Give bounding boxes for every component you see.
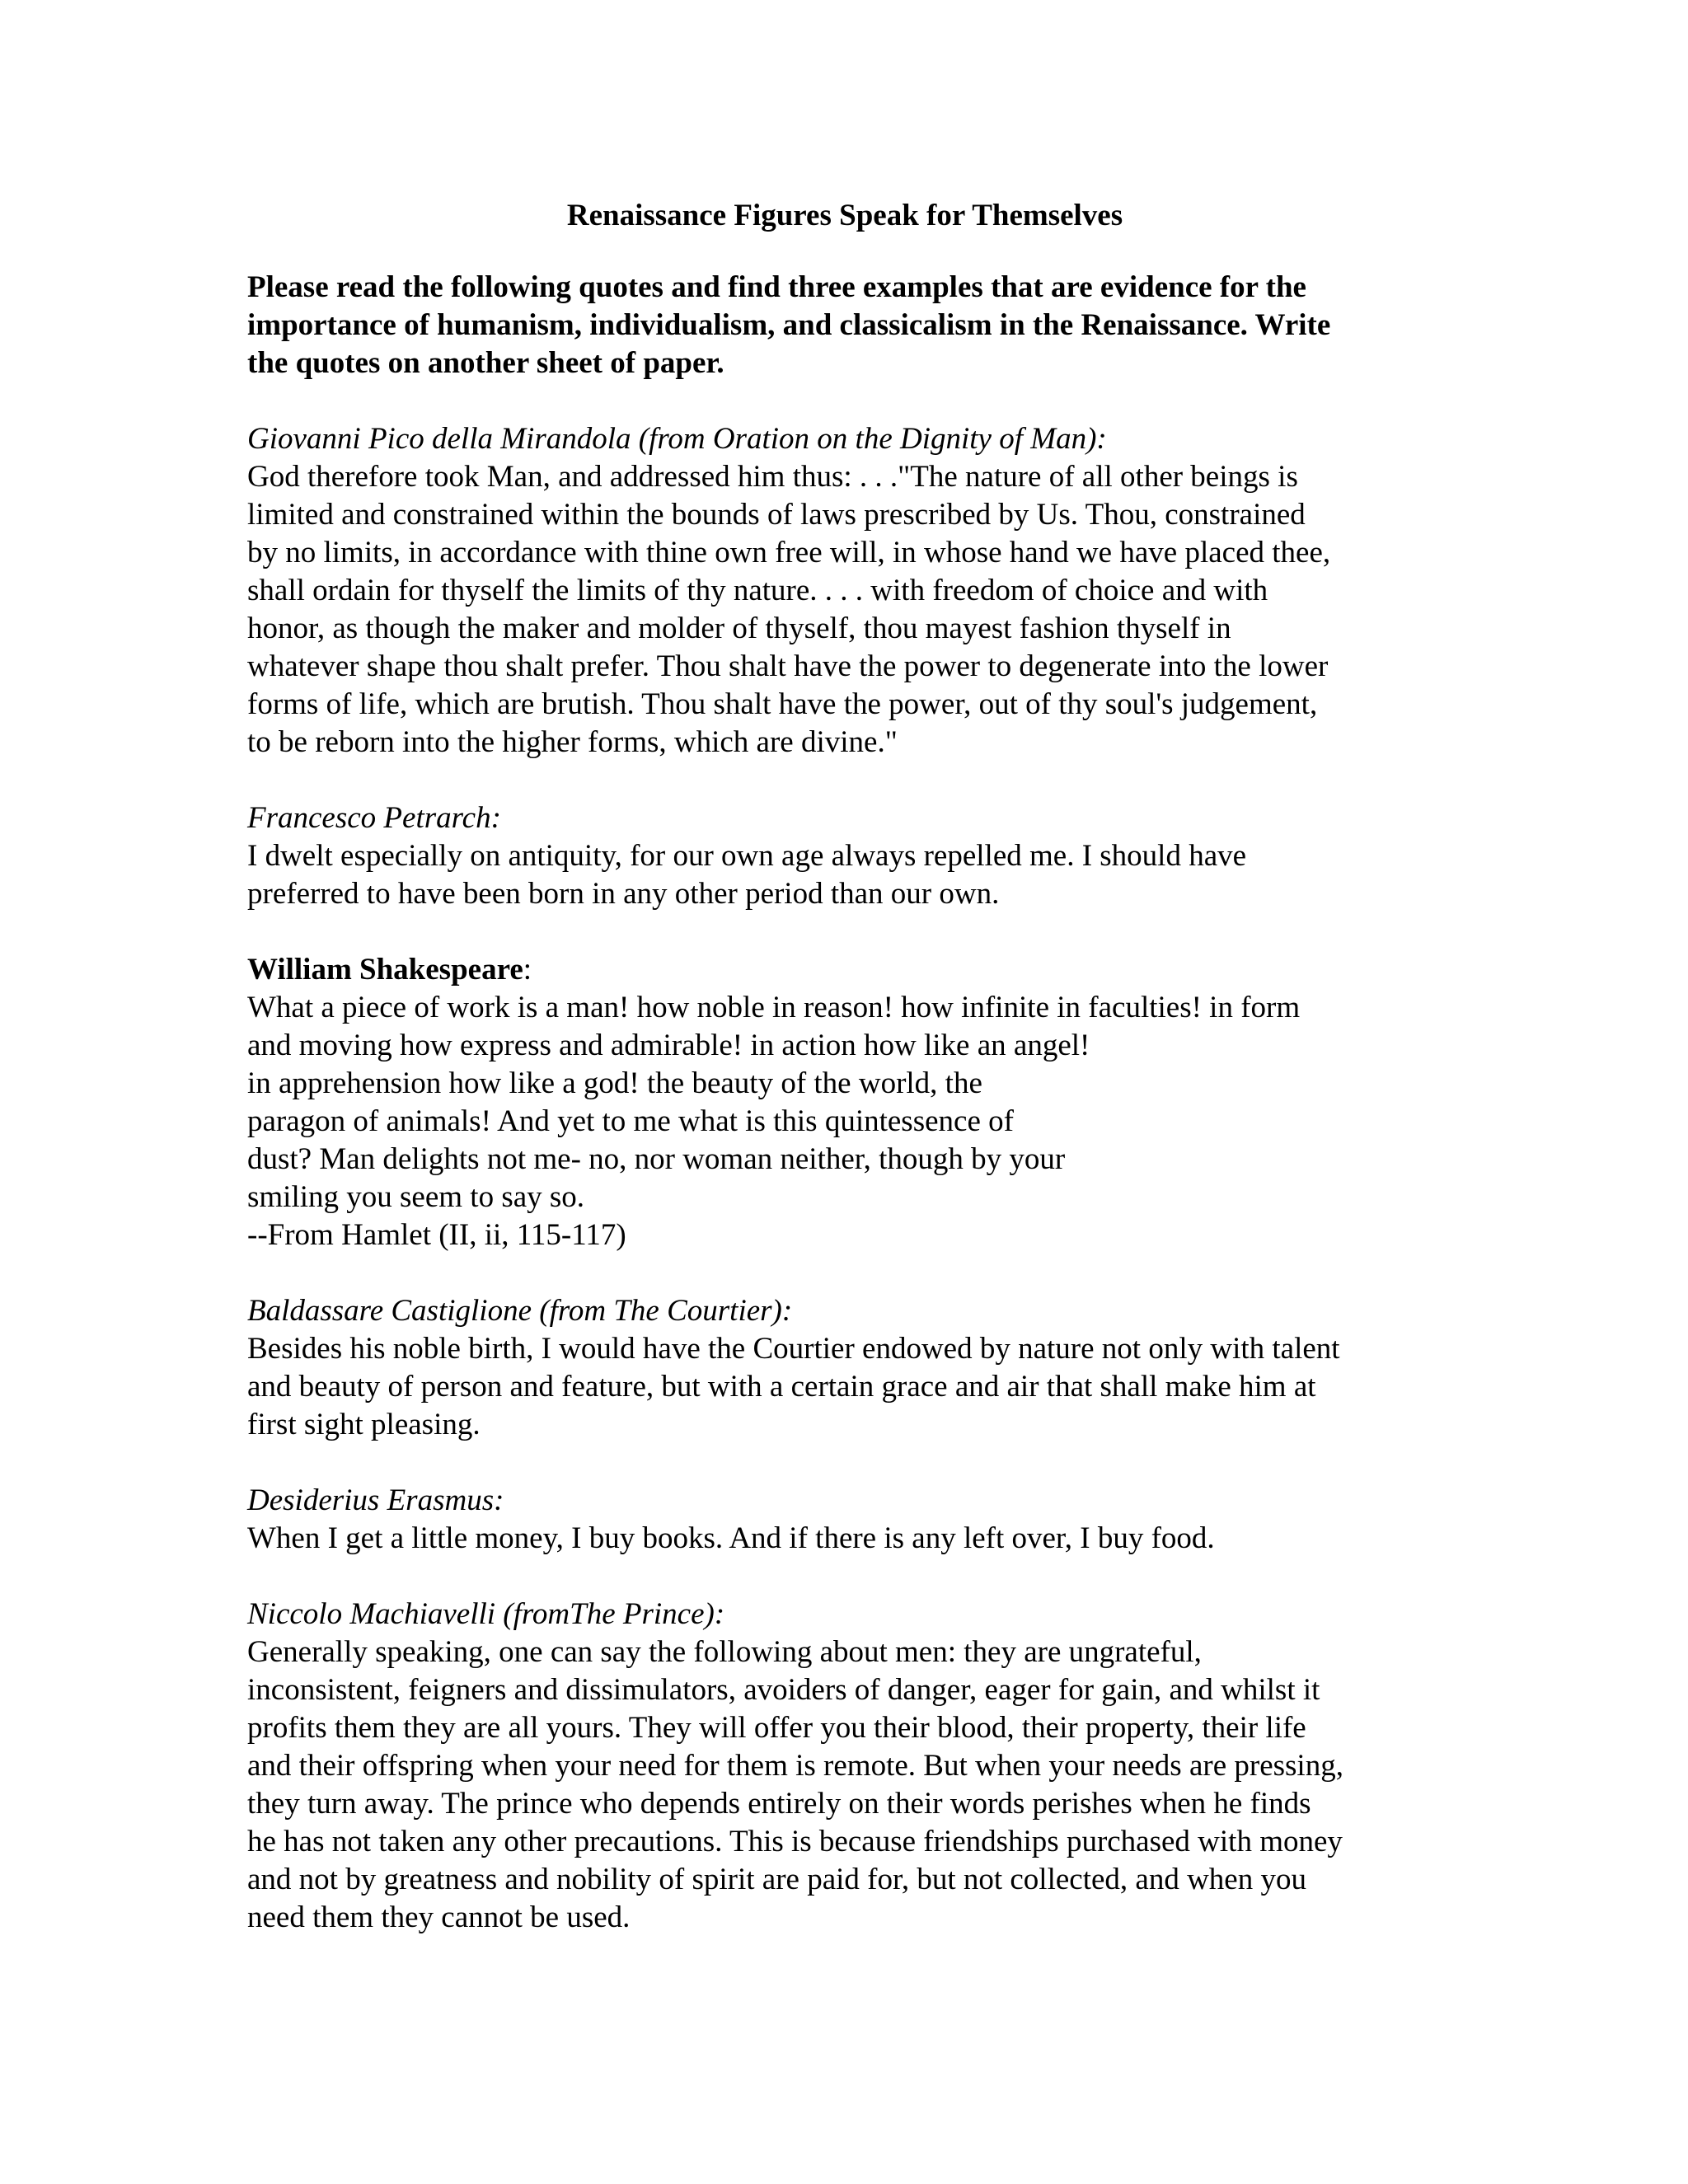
quote-line: dust? Man delights not me- no, nor woman neither, though by your [247, 1142, 1066, 1176]
quote-author: Giovanni Pico della Mirandola (from Oration on the Dignity of Man): [247, 422, 1107, 456]
instructions-line: Please read the following quotes and find three examples that are evidence for the [247, 270, 1306, 304]
quote-author: Baldassare Castiglione (from The Courtier): [247, 1294, 793, 1328]
quote-castiglione [247, 1292, 1442, 1444]
instructions-line: the quotes on another sheet of paper. [247, 346, 724, 380]
quote-line: and moving how express and admirable! in action how like an angel! [247, 1029, 1090, 1062]
quote-line: by no limits, in accordance with thine own free will, in whose hand we have placed thee, [247, 536, 1331, 569]
quote-author-name: William Shakespeare [247, 953, 523, 987]
quote-line: whatever shape thou shalt prefer. Thou shalt have the power to degenerate into the lower [247, 649, 1329, 683]
quote-shakespeare [247, 951, 1442, 1254]
quote-pico [247, 420, 1442, 762]
quote-author [247, 951, 1442, 989]
quote-line: he has not taken any other precautions. This is because friendships purchased with money [247, 1825, 1343, 1858]
quote-line: need them they cannot be used. [247, 1900, 631, 1934]
quote-erasmus [247, 1482, 1442, 1558]
quote-line: honor, as though the maker and molder of thyself, thou mayest fashion thyself in [247, 612, 1231, 645]
quote-source: --From Hamlet (II, ii, 115-117) [247, 1218, 626, 1252]
document-page [247, 198, 1442, 1975]
quote-author: Francesco Petrarch: [247, 801, 501, 835]
quote-line: forms of life, which are brutish. Thou shalt have the power, out of thy soul's judgement, [247, 687, 1318, 721]
page-title: Renaissance Figures Speak for Themselves [566, 199, 1123, 232]
quote-line: What a piece of work is a man! how noble in reason! how infinite in faculties! in form [247, 991, 1301, 1024]
instructions [247, 269, 1442, 382]
quote-line: I dwelt especially on antiquity, for our own age always repelled me. I should have [247, 839, 1247, 873]
quote-line: preferred to have been born in any other period than our own. [247, 877, 1000, 911]
quote-petrarch [247, 799, 1442, 913]
quote-line: and their offspring when your need for them is remote. But when your needs are pressing, [247, 1749, 1343, 1783]
quote-line: first sight pleasing. [247, 1408, 481, 1441]
quote-line: to be reborn into the higher forms, which are divine." [247, 725, 898, 759]
quote-line: and beauty of person and feature, but with a certain grace and air that shall make him at [247, 1370, 1316, 1404]
quote-line: limited and constrained within the bounds of laws prescribed by Us. Thou, constrained [247, 498, 1306, 532]
quote-line: Generally speaking, one can say the following about men: they are ungrateful, [247, 1635, 1202, 1669]
quote-line: in apprehension how like a god! the beauty of the world, the [247, 1066, 982, 1100]
quote-author: Niccolo Machiavelli (fromThe Prince): [247, 1597, 725, 1631]
quote-line: profits them they are all yours. They will offer you their blood, their property, their life [247, 1711, 1306, 1745]
quote-line: God therefore took Man, and addressed him thus: . . ."The nature of all other beings is [247, 460, 1298, 494]
quote-line: paragon of animals! And yet to me what is this quintessence of [247, 1104, 1014, 1138]
quote-line: and not by greatness and nobility of spirit are paid for, but not collected, and when you [247, 1863, 1306, 1896]
quote-line: smiling you seem to say so. [247, 1180, 585, 1214]
quote-line: they turn away. The prince who depends entirely on their words perishes when he finds [247, 1787, 1311, 1821]
quote-author-suffix: : [523, 953, 532, 987]
quote-machiavelli [247, 1596, 1442, 1937]
quote-author: Desiderius Erasmus: [247, 1483, 504, 1517]
instructions-line: importance of humanism, individualism, and classicalism in the Renaissance. Write [247, 308, 1331, 342]
quote-line: Besides his noble birth, I would have the Courtier endowed by nature not only with talent [247, 1332, 1340, 1366]
quote-line: inconsistent, feigners and dissimulators, avoiders of danger, eager for gain, and whilst it [247, 1673, 1320, 1707]
quote-line: shall ordain for thyself the limits of thy nature. . . . with freedom of choice and with [247, 574, 1268, 607]
quote-line: When I get a little money, I buy books. And if there is any left over, I buy food. [247, 1521, 1215, 1555]
